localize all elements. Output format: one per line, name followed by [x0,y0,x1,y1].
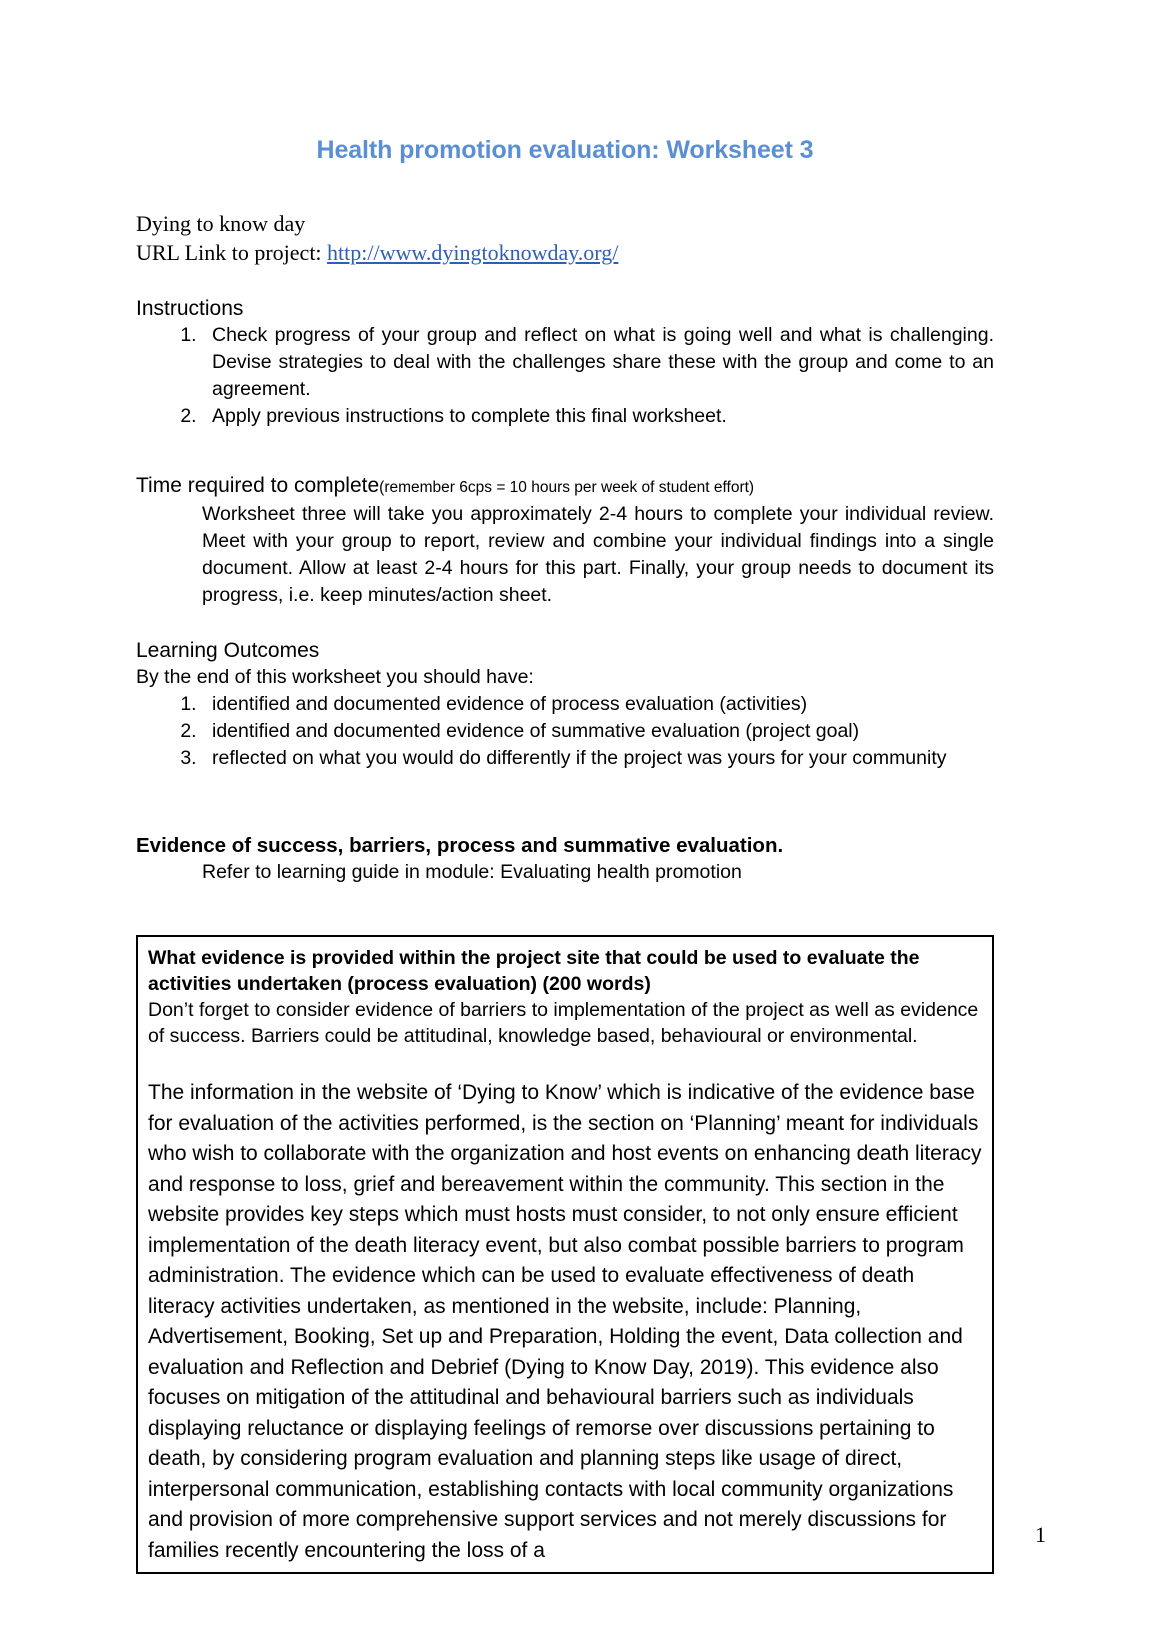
list-item: 1. Check progress of your group and reflect on what is going well and what is challenging. Devise strategies to deal with the challenges share these with the group and come to an agreement. [202,322,994,403]
learning-outcomes-list [136,691,994,772]
page-number: 1 [1035,1522,1046,1547]
evidence-section-heading: Evidence of success, barriers, process and summative evaluation. [136,834,784,857]
project-url-link[interactable]: http://www.dyingtoknowday.org/ [327,240,619,265]
spacer [136,609,994,637]
answer-box[interactable] [136,935,994,1574]
learning-outcomes-lead-in: By the end of this worksheet you should have: [136,666,534,688]
spacer [136,772,994,832]
instructions-list [136,322,994,430]
instructions-heading: Instructions [136,297,244,320]
list-item: 2. Apply previous instructions to complete this final worksheet. [202,403,994,430]
answer-box-hint: Don’t forget to consider evidence of barriers to implementation of the project as well as evidence of success. Barriers could be attitudinal, knowledge based, behavioural or environmental. [148,999,979,1047]
project-info-block [136,209,994,267]
project-url-label: URL Link to project: [136,240,322,265]
list-item: 1. identified and documented evidence of process evaluation (activities) [202,691,994,718]
spacer [136,267,994,295]
time-required-heading-line [136,472,994,501]
time-required-heading: Time required to complete [136,474,380,497]
time-required-body: Worksheet three will take you approximately 2-4 hours to complete your individual review. Meet with your group to report, review and combine your individual findings into a single document. Allow at least 2-4 hours for this part. Finally, your group needs to document its progress, i.e. keep minutes/action sheet. [202,503,994,606]
answer-box-response-text[interactable]: The information in the website of ‘Dying to Know’ which is indicative of the evidence base for evaluation of the activities performed, is the section on ‘Planning’ meant for individuals who wish to collaborate with the organization and host events on enhancing death literacy and response to loss, grief and bereavement within the community. This section in the website provides key steps which must hosts must consider, to not only ensure efficient implementation of the death literacy event, but also combat possible barriers to program administration. The evidence which can be used to evaluate effectiveness of death literacy activities undertaken, as mentioned in the website, include: Planning, Advertisement, Booking, Set up and Preparation, Holding the event, Data collection and evaluation and Reflection and Debrief (Dying to Know Day, 2019). This evidence also focuses on mitigation of the attitudinal and behavioural barriers such as individuals displaying reluctance or displaying feelings of remorse over discussions pertaining to death, by considering program evaluation and planning steps like usage of direct, interpersonal communication, establishing contacts with local community organizations and provision of more comprehensive support services and not merely discussions for families recently encountering the loss of a [148,1081,982,1562]
list-item: 2. identified and documented evidence of summative evaluation (project goal) [202,718,994,745]
learning-outcomes-heading: Learning Outcomes [136,639,320,662]
spacer [136,430,994,472]
project-name: Dying to know day [136,211,306,236]
evidence-section-subtext: Refer to learning guide in module: Evaluating health promotion [202,861,742,883]
list-item: 3. reflected on what you would do differently if the project was yours for your community [202,745,994,772]
project-url-line [136,238,994,267]
page-title: Health promotion evaluation: Worksheet 3 [316,136,814,164]
page-content [136,0,994,1574]
answer-box-prompt: What evidence is provided within the project site that could be used to evaluate the activities undertaken (process evaluation) (200 words) [148,947,920,995]
time-required-note: (remember 6cps = 10 hours per week of student effort) [379,479,755,496]
